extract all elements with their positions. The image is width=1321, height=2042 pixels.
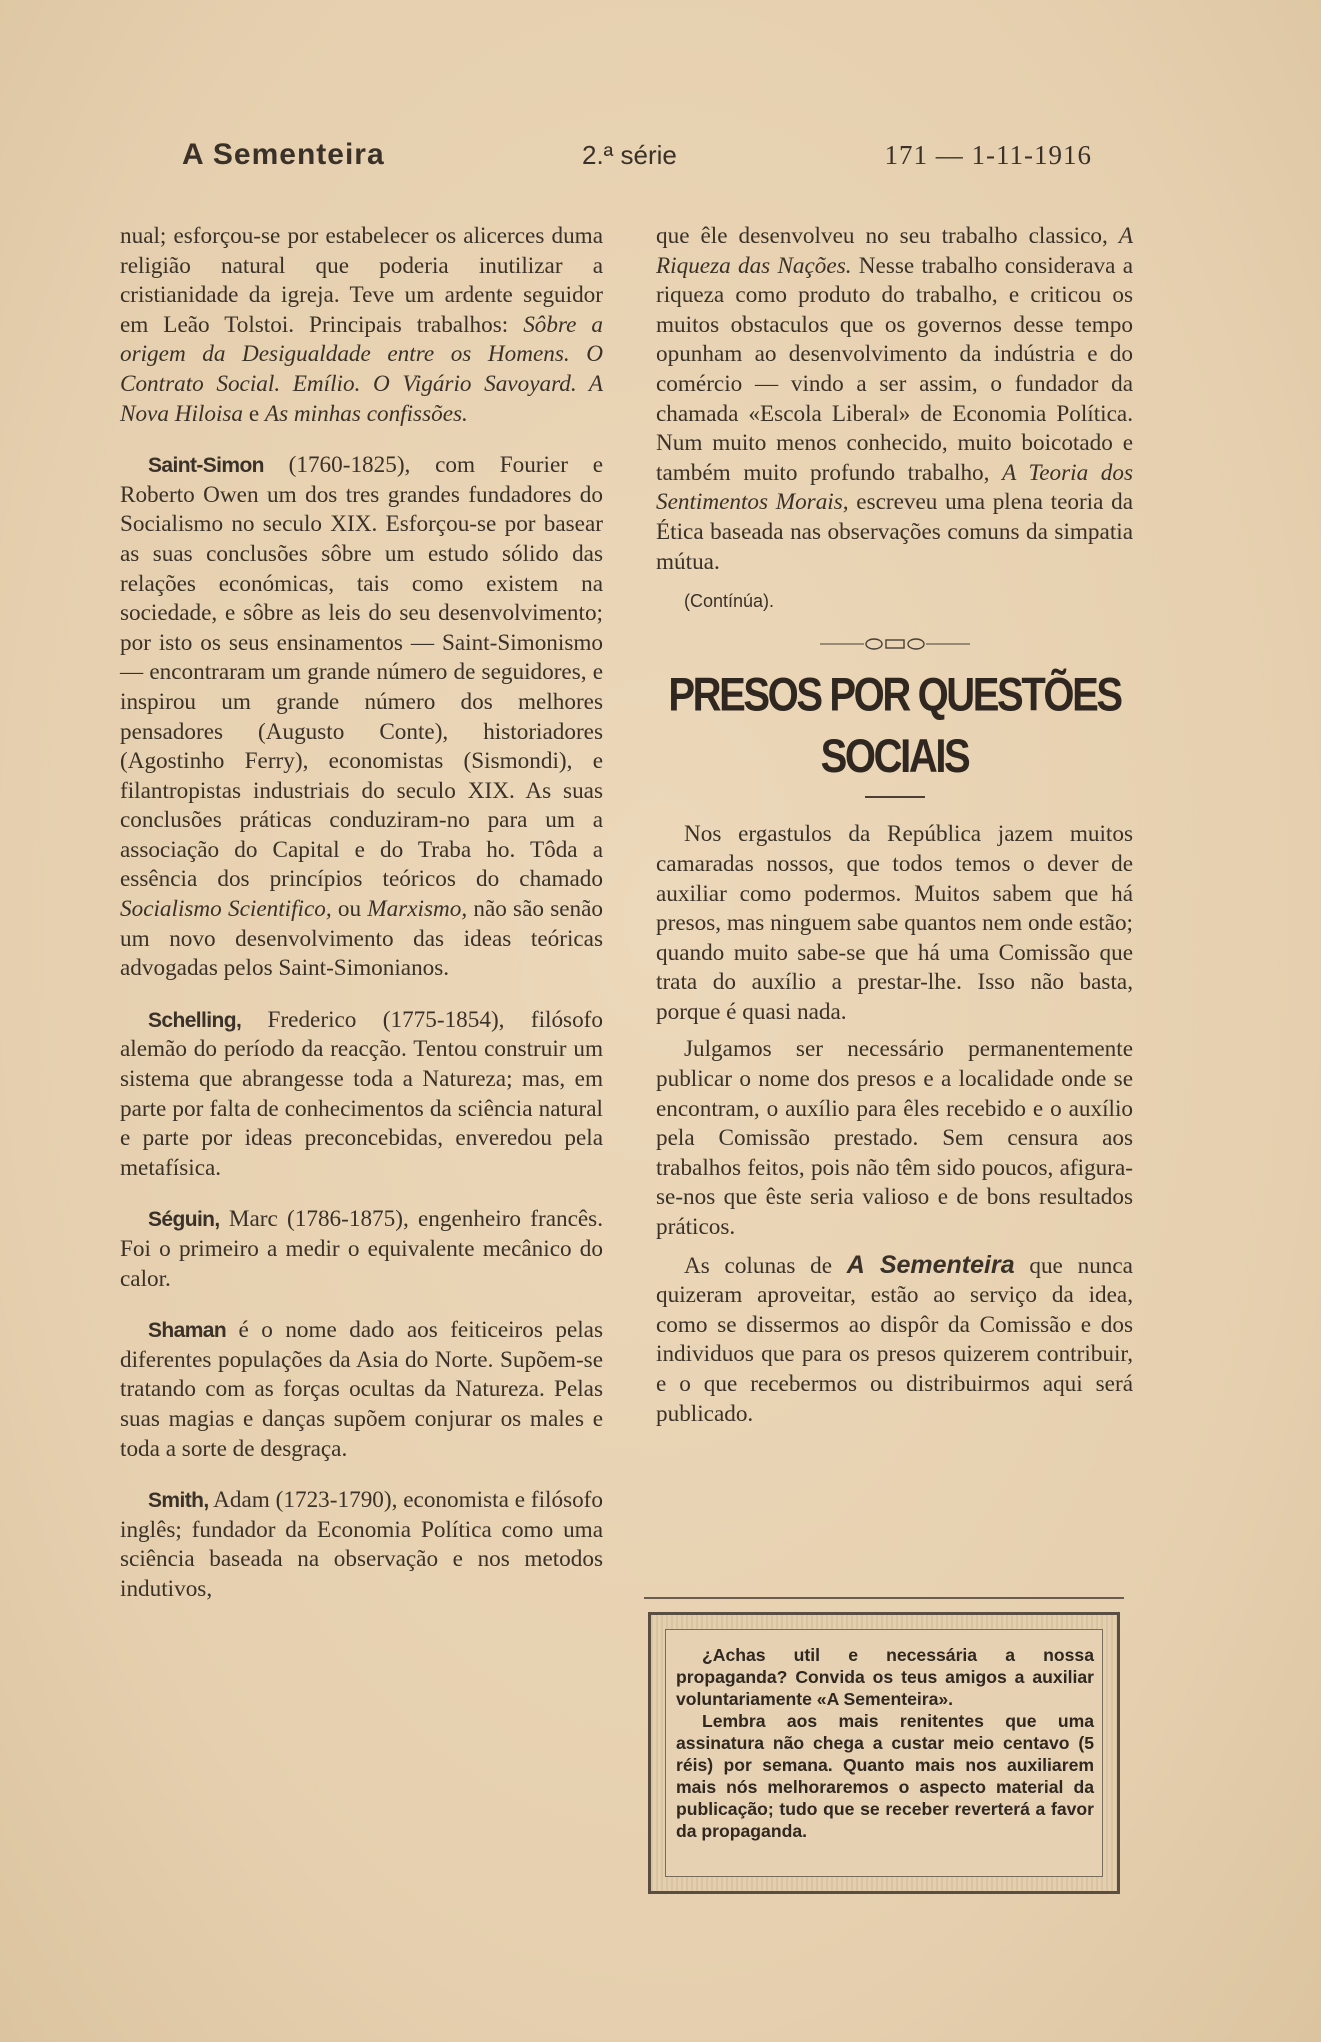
smith-entry-continuation (656, 222, 1133, 577)
presos-p3-text-b: que nunca quizeram aproveitar, estão ao serviço da idea, como se dissermos ao dispôr da Comissão e dos individuos que para os presos quizerem contribuir, e o que recebermos ou distribuirmos aqui será publicado. (656, 1252, 1133, 1427)
propaganda-line-2: Lembra aos mais renitentes que uma assinatura não chega a custar meio centavo (5 réis) por semana. Quanto mais nos auxiliarem mais nós melhoraremos o aspecto material da publicação; tudo que se receber reverterá a favor da propaganda. (676, 1711, 1094, 1841)
title-rule (865, 796, 925, 798)
page-header (182, 138, 1092, 178)
propaganda-text (676, 1644, 1094, 1842)
saint-simon-text-b: ou (331, 896, 368, 923)
saint-simon-entry (120, 451, 603, 984)
section-title: PRESOS POR QUESTÕES SOCIAIS (668, 669, 1121, 783)
entry-name-smith: Smith, (148, 1489, 209, 1513)
ornament-icon (820, 637, 970, 651)
smith-entry (120, 1486, 603, 1604)
series-label: 2.ª série (582, 140, 677, 170)
entry-name-shaman: Shaman (148, 1319, 227, 1343)
smith-cont-text-a: que êle desenvolveu no seu trabalho classico, (656, 223, 1119, 249)
smith-cont-italic-2: A Teoria dos Sentimentos Morais, (656, 459, 1133, 516)
presos-paragraph-2: Julgamos ser necessário permanentemente publicar o nome dos presos e a localidade onde se encontram, o auxílio para êles recebido e o auxílio pela Comissão prestado. Sem censura aos trabalhos feitos, pois não têm sido poucos, afigura-se-nos que êste seria valioso e de bons resultados práticos. (656, 1036, 1133, 1241)
propaganda-box (648, 1612, 1120, 1894)
presos-paragraph-3 (656, 1251, 1133, 1430)
brand-name: A Sementeira (846, 1250, 1015, 1279)
propaganda-line-1: ¿Achas util e necessária a nossa propaganda? Convida os teus amigos a auxiliar voluntariamente «A Sementeira». (676, 1645, 1094, 1709)
smith-cont-italic-1: A Riqueza das Nações. (656, 223, 1133, 279)
continua-label: (Contínúa). (684, 591, 775, 612)
issue-number-date: 171 — 1-11-1916 (884, 140, 1092, 170)
seguin-entry (120, 1205, 603, 1294)
newspaper-title: A Sementeira (182, 138, 385, 171)
smith-cont-text-c: escreveu uma plena teoria da Ética baseada nas observações comuns da simpatia mútua. (656, 489, 1134, 575)
ornament-divider (656, 631, 1133, 661)
smith-cont-text-b: Nesse trabalho considerava a riqueza como produto do trabalho, e criticou os muitos obstaculos que os governos desse tempo opunham ao desenvolvimento da indústria e do comércio — vindo a ser assim, o fundador da chamada «Escola Liberal» de Economia Política. Num muito menos conhecido, muito boicotado e também muito profundo trabalho, (656, 252, 1133, 486)
saint-simon-text-c: não são senão um novo desenvolvimento das ideas teóricas advogadas pelos Saint-Simonianos. (120, 896, 603, 982)
shaman-entry (120, 1316, 603, 1464)
entry-name-saint-simon: Saint-Simon (148, 454, 264, 478)
shaman-text: é o nome dado aos feiticeiros pelas diferentes populações da Asia do Norte. Supõem-se tratando com as forças ocultas da Natureza. Pelas suas magias e danças supõem conjurar os males e toda a sorte de desgraça. (120, 1317, 603, 1462)
saint-simon-italic-2: Marxismo, (367, 896, 468, 923)
right-column (656, 222, 1133, 1437)
entry-name-schelling: Schelling, (148, 1008, 242, 1032)
presos-p3-text-a: As colunas de (684, 1252, 847, 1279)
saint-simon-text-a: (1760-1825), com Fourier e Roberto Owen um dos tres grandes fundadores do Socialismo no seculo XIX. Esforçou-se por basear as suas conclusões sôbre um estudo sólido das relações económicas, tais como existem na sociedade, e sôbre as leis do seu desenvolvimento; por isto os seus ensinamentos — Saint-Simonismo — encontraram um grande número de seguidores, e inspirou um grande número dos melhores pensadores (Augusto Conte), historiadores (Agostinho Ferry), economistas (Sismondi), e filantropistas industriais do seculo XIX. As suas conclusões práticas conduziram-no para um a associação do Capital e do Traba ho. Tôda a essência dos princípios teóricos do chamado (120, 452, 603, 893)
box-top-rule (644, 1597, 1124, 1599)
rousseau-last-work: As minhas confissões. (264, 400, 468, 427)
entry-name-seguin: Séguin, (148, 1208, 220, 1232)
seguin-text: Marc (1786-1875), engenheiro francês. Foi o primeiro a medir o equivalente mecânico do calor. (120, 1206, 603, 1292)
smith-text: Adam (1723-1790), economista e filósofo inglês; fundador da Economia Política como uma sciência baseada na observação e nos metodos indutivos, (120, 1487, 603, 1602)
schelling-text: Frederico (1775-1854), filósofo alemão do período da reacção. Tentou construir um sistema que abrangesse toda a Natureza; mas, em parte por falta de conhecimentos da sciência natural e parte por ideas preconcebidas, enveredou pela metafísica. (120, 1006, 603, 1181)
left-column (120, 222, 603, 1627)
propaganda-box-inner (665, 1629, 1103, 1877)
rousseau-conjunction: e (243, 400, 265, 427)
saint-simon-italic-1: Socialismo Scientifico, (120, 896, 332, 923)
presos-paragraph-1: Nos ergastulos da República jazem muitos camaradas nossos, que todos temos o dever de auxiliar como podermos. Muitos sabem que há presos, mas ninguem sabe quantos nem onde estão; quando muito sabe-se que há uma Comissão que trata do auxílio a prestar-lhe. Isso não basta, porque é quasi nada. (656, 821, 1133, 1025)
rousseau-text: nual; esforçou-se por estabelecer os alicerces duma religião natural que poderia inutilizar a cristianidade da igreja. Teve um ardente seguidor em Leão Tolstoi. Principais trabalhos: (120, 223, 603, 338)
schelling-entry (120, 1006, 603, 1184)
rousseau-entry-continuation (120, 222, 603, 429)
rousseau-works: Sôbre a origem da Desigualdade entre os Homens. O Contrato Social. Emílio. O Vigário Savoyard. A Nova Hiloisa (120, 311, 603, 427)
